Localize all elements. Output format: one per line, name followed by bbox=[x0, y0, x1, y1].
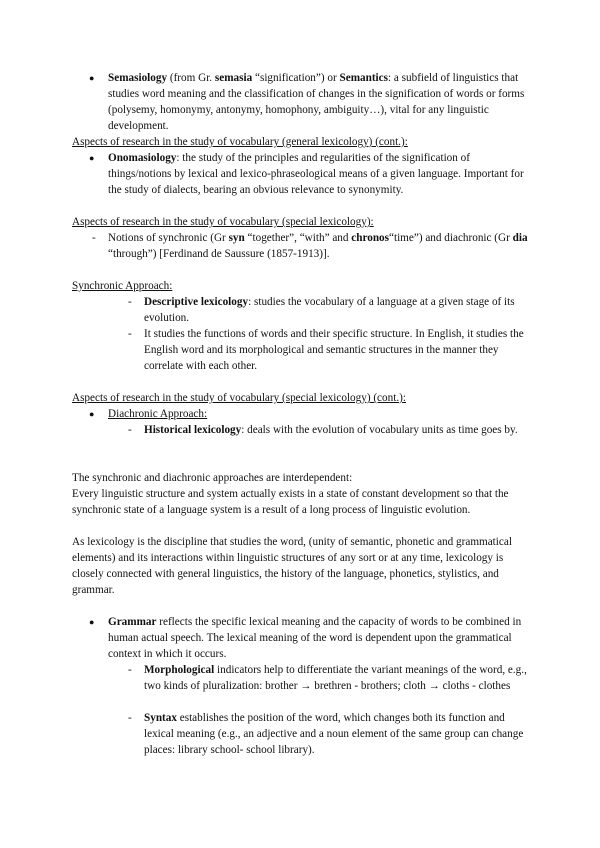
onomasiology-bullet bbox=[72, 150, 532, 198]
synchronic-diachronic-notions bbox=[72, 230, 532, 262]
bullet-marker: ● bbox=[89, 409, 95, 419]
lexicology-discipline-text: As lexicology is the discipline that studies the word, (unity of semantic, phonetic and grammatical elements) and its interactions within linguistic structures of any sort or at any time, lexicology is closely connected with general linguistics, the history of the language, phonetics, stylistics, and grammar. bbox=[72, 536, 512, 596]
grammar-text: Grammar reflects the specific lexical meaning and the capacity of words to be combined in human actual speech. The lexical meaning of the word is dependent upon the grammatical context in which it occurs. bbox=[108, 616, 522, 660]
semasiology-bullet bbox=[72, 70, 532, 134]
word-structure-text: It studies the functions of words and their specific structure. In English, it studies the English word and its morphological and semantic structures in the manner they correlate with each other. bbox=[144, 328, 524, 372]
dash-marker: - bbox=[128, 712, 132, 724]
historical-lexicology-text: Historical lexicology: deals with the evolution of vocabulary units as time goes by. bbox=[144, 424, 518, 436]
dash-marker: - bbox=[128, 664, 132, 676]
diachronic-approach-label: Diachronic Approach: bbox=[108, 408, 208, 420]
morphological-text: Morphological indicators help to differentiate the variant meanings of the word, e.g., two kinds of pluralization: brother → brethren - brothers; cloth → cloths - clothes bbox=[144, 664, 527, 692]
word-structure-item bbox=[72, 326, 532, 374]
descriptive-lexicology-item bbox=[72, 294, 532, 326]
diachronic-approach-bullet bbox=[72, 406, 532, 422]
evolution-text: Every linguistic structure and system actually exists in a state of constant development so that the synchronic state of a language system is a result of a long process of linguistic evolution. bbox=[72, 488, 509, 516]
heading-general-lexicology: Aspects of research in the study of vocabulary (general lexicology) (cont.): bbox=[72, 136, 408, 148]
morphological-item bbox=[72, 662, 532, 694]
descriptive-lexicology-text: Descriptive lexicology: studies the vocabulary of a language at a given stage of its evolution. bbox=[144, 296, 515, 324]
interdependent-text: The synchronic and diachronic approaches are interdependent: bbox=[72, 472, 353, 484]
bullet-marker: ● bbox=[89, 73, 95, 83]
semasiology-text: Semasiology (from Gr. semasia “signification”) or Semantics: a subfield of linguistics that studies word meaning and the classification of changes in the signification of words or forms (polysemy, homonymy, antonymy, homophony, ambiguity…), vital for any linguistic development. bbox=[108, 72, 525, 132]
bullet-marker: ● bbox=[89, 617, 95, 627]
interdependent-paragraph bbox=[72, 470, 532, 518]
lexicology-discipline-paragraph bbox=[72, 534, 532, 598]
heading-special-lexicology-cont: Aspects of research in the study of vocabulary (special lexicology) (cont.): bbox=[72, 392, 406, 404]
notions-text: Notions of synchronic (Gr syn “together”, “with” and chronos“time”) and diachronic (Gr dia “through”) [Ferdinand de Saussure (1857-1913)]. bbox=[108, 232, 528, 260]
syntax-text: Syntax establishes the position of the word, which changes both its function and lexical meaning (e.g., an adjective and a noun element of the same group can change places: library school- school library). bbox=[144, 712, 524, 756]
onomasiology-text: Onomasiology: the study of the principles and regularities of the signification of things/notions by lexical and lexico-phraseological means of a given language. Important for the study of dialects, bearing an obvious relevance to synonymity. bbox=[108, 152, 524, 196]
syntax-item bbox=[72, 710, 532, 758]
dash-marker: - bbox=[128, 424, 132, 436]
heading-synchronic-approach: Synchronic Approach: bbox=[72, 280, 173, 292]
dash-marker: - bbox=[92, 232, 96, 244]
bullet-marker: ● bbox=[89, 153, 95, 163]
heading-special-lexicology: Aspects of research in the study of vocabulary (special lexicology): bbox=[72, 216, 374, 228]
dash-marker: - bbox=[128, 328, 132, 340]
historical-lexicology-item bbox=[72, 422, 532, 438]
grammar-bullet bbox=[72, 614, 532, 662]
dash-marker: - bbox=[128, 296, 132, 308]
